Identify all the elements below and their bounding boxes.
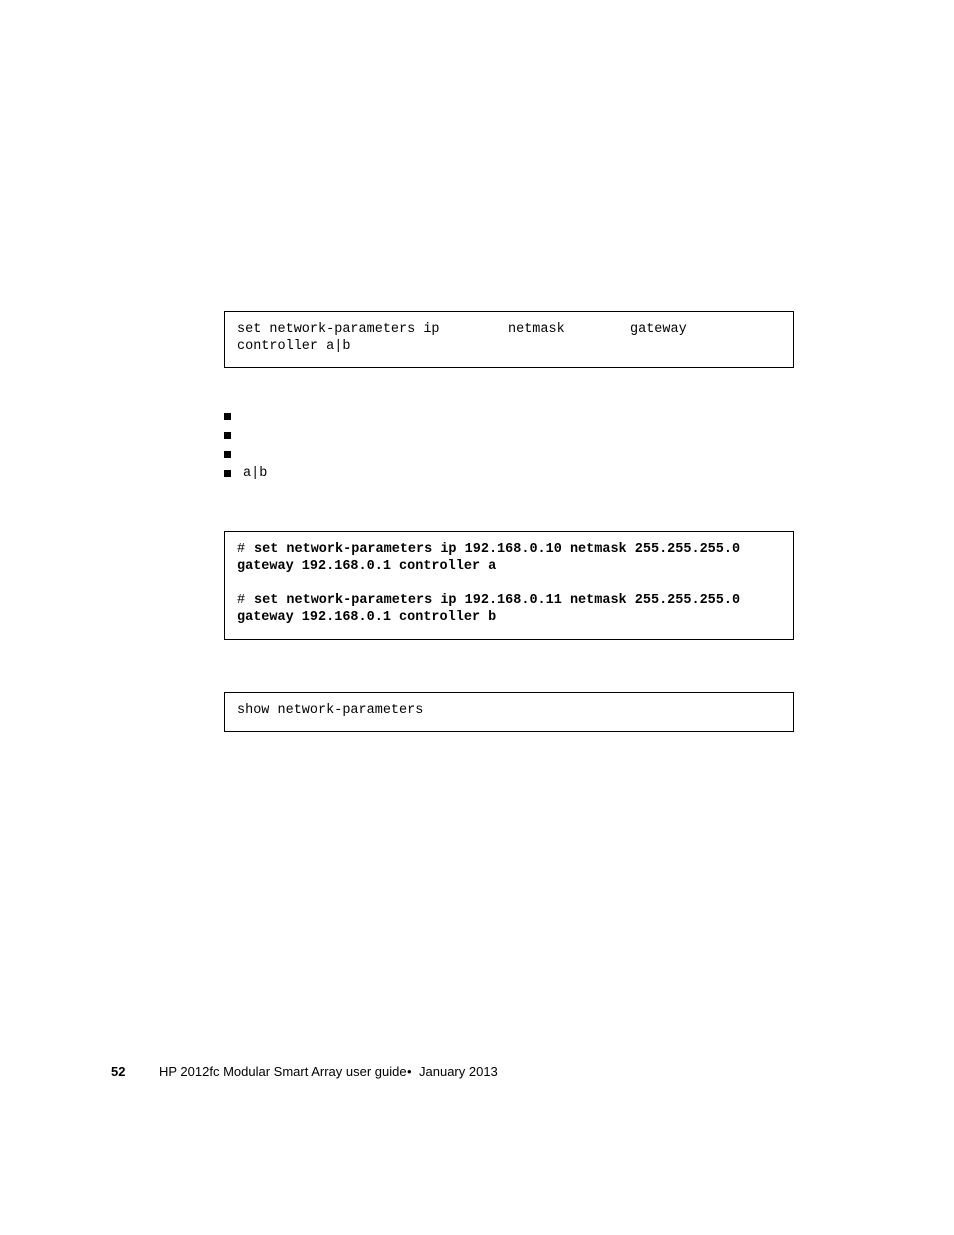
publication-date: January 2013	[419, 1064, 498, 1079]
document-title: HP 2012fc Modular Smart Array user guide	[159, 1064, 407, 1079]
footer-separator: •	[407, 1064, 412, 1079]
syntax-command: set network-parameters ip	[237, 322, 440, 337]
example-command-b-line1: set network-parameters ip 192.168.0.11 netmask 255.255.255.0	[254, 593, 741, 608]
example-prompt: #	[237, 542, 246, 557]
example-command-a-line1: set network-parameters ip 192.168.0.10 netmask 255.255.255.0	[254, 542, 741, 557]
syntax-gateway-keyword: gateway	[630, 322, 687, 337]
syntax-code-box	[224, 311, 794, 368]
bullet-icon	[224, 413, 231, 420]
syntax-netmask-keyword: netmask	[508, 322, 565, 337]
list-item-text: a|b	[243, 466, 268, 481]
example-command-a-line2: gateway 192.168.0.1 controller a	[237, 559, 497, 574]
bullet-icon	[224, 451, 231, 458]
example-code-box	[224, 531, 794, 640]
page-number: 52	[111, 1064, 126, 1079]
syntax-controller-line: controller a|b	[237, 339, 351, 354]
verify-command: show network-parameters	[237, 703, 424, 718]
example-prompt: #	[237, 593, 246, 608]
example-command-b-line2: gateway 192.168.0.1 controller b	[237, 610, 497, 625]
bullet-icon	[224, 470, 231, 477]
verify-code-box	[224, 692, 794, 732]
bullet-icon	[224, 432, 231, 439]
